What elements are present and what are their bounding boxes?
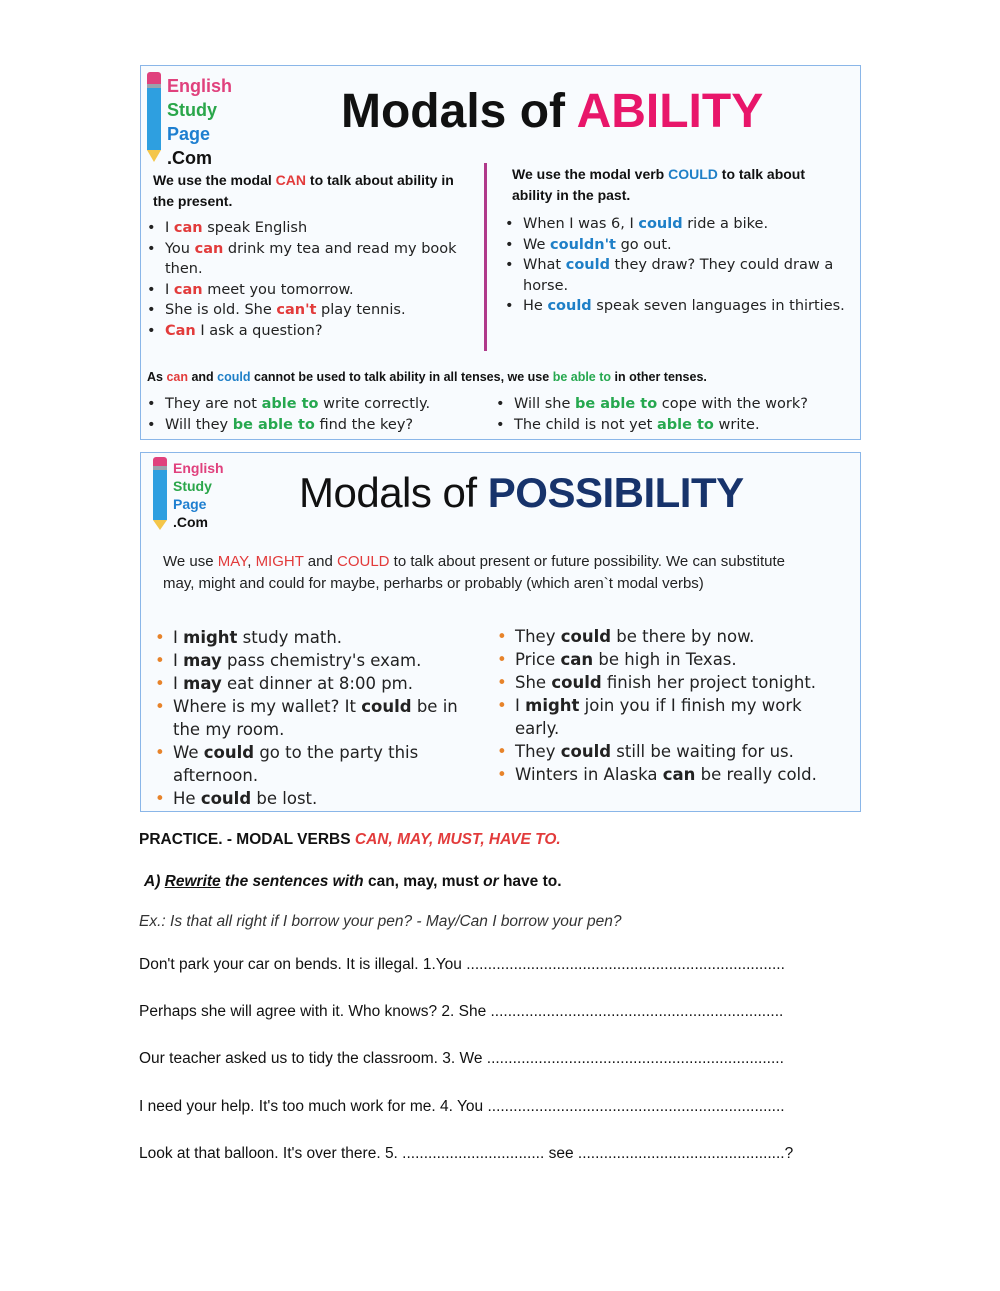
list-item: • She could finish her project tonight. xyxy=(493,671,848,694)
list-item: • He could speak seven languages in thirties. xyxy=(501,296,846,317)
logo-line-3: Page xyxy=(167,124,211,144)
title-prefix: Modals of xyxy=(341,85,565,138)
english-study-page-logo xyxy=(153,457,243,537)
logo-line-2: Study xyxy=(167,100,218,120)
possibility-intro: We use MAY, MIGHT and COULD to talk about present or future possibility. We can substitute may, might and could for maybe, perharbs or probably (which aren`t modal verbs) xyxy=(163,553,786,592)
list-item: • She is old. She can't play tennis. xyxy=(143,300,473,321)
could-examples-list xyxy=(501,214,846,317)
list-item: • He could be lost. xyxy=(151,787,481,810)
title-highlight: ABILITY xyxy=(576,85,764,138)
list-item: • I might study math. xyxy=(151,626,481,649)
list-item: • Will they be able to find the key? xyxy=(143,415,488,436)
title-prefix: Modals of xyxy=(299,469,477,516)
list-item: • I can speak English xyxy=(143,218,473,239)
list-item: • We couldn't go out. xyxy=(501,235,846,256)
possibility-left-list xyxy=(151,626,481,810)
logo-line-1: English xyxy=(167,76,233,96)
list-item: • They could be there by now. xyxy=(493,625,848,648)
logo-line-3: Page xyxy=(173,496,207,512)
list-item: • I can meet you tomorrow. xyxy=(143,280,473,301)
practice-heading: PRACTICE. - MODAL VERBS CAN, MAY, MUST, HAVE TO. xyxy=(139,831,561,848)
list-item: • I may eat dinner at 8:00 pm. xyxy=(151,672,481,695)
exercise-1[interactable]: Don't park your car on bends. It is illegal. 1.You .......................................................................... xyxy=(139,956,785,973)
list-item: • Will she be able to cope with the work? xyxy=(492,394,852,415)
exercise-5[interactable]: Look at that balloon. It's over there. 5. ................................. see ................................................? xyxy=(139,1145,794,1162)
can-intro: We use the modal CAN to talk about ability in the present. xyxy=(153,172,454,209)
list-item: • I might join you if I finish my work early. xyxy=(493,694,848,740)
list-item: • We could go to the party this afternoon. xyxy=(151,741,481,787)
be-able-to-note: As can and could cannot be used to talk ability in all tenses, we use be able to in other tenses. xyxy=(147,370,707,384)
list-item: • Price can be high in Texas. xyxy=(493,648,848,671)
list-item: • I may pass chemistry's exam. xyxy=(151,649,481,672)
list-item: • When I was 6, I could ride a bike. xyxy=(501,214,846,235)
ability-title xyxy=(341,84,763,139)
could-intro: We use the modal verb COULD to talk about ability in the past. xyxy=(512,166,806,203)
possibility-title xyxy=(299,469,744,517)
possibility-right-list xyxy=(493,625,848,786)
exercise-2[interactable]: Perhaps she will agree with it. Who knows? 2. She .................................................................... xyxy=(139,1003,784,1020)
english-study-page-logo xyxy=(147,72,247,168)
exercise-4[interactable]: I need your help. It's too much work for me. 4. You ..................................................................... xyxy=(139,1098,785,1115)
list-item: • What could they draw? They could draw a horse. xyxy=(501,255,846,296)
list-item: • They could still be waiting for us. xyxy=(493,740,848,763)
list-item: • You can drink my tea and read my book then. xyxy=(143,239,473,280)
exercise-3[interactable]: Our teacher asked us to tidy the classroom. 3. We ..................................................................... xyxy=(139,1050,784,1067)
title-highlight: POSSIBILITY xyxy=(487,469,744,516)
logo-line-4: .Com xyxy=(173,514,208,530)
list-item: • Where is my wallet? It could be in the my room. xyxy=(151,695,481,741)
example-sentence: Ex.: Is that all right if I borrow your pen? - May/Can I borrow your pen? xyxy=(139,913,622,930)
can-examples-list xyxy=(143,218,473,341)
be-able-to-right-list xyxy=(492,394,852,435)
list-item: • The child is not yet able to write. xyxy=(492,415,852,436)
list-item: • They are not able to write correctly. xyxy=(143,394,488,415)
ability-card xyxy=(140,65,861,440)
logo-line-2: Study xyxy=(173,478,212,494)
logo-line-1: English xyxy=(173,460,224,476)
column-divider xyxy=(484,163,487,351)
task-instruction: A) Rewrite the sentences with can, may, must or have to. xyxy=(144,873,562,890)
possibility-card xyxy=(140,452,861,812)
list-item: • Winters in Alaska can be really cold. xyxy=(493,763,848,786)
be-able-to-left-list xyxy=(143,394,488,435)
list-item: • Can I ask a question? xyxy=(143,321,473,342)
logo-line-4: .Com xyxy=(167,148,212,168)
